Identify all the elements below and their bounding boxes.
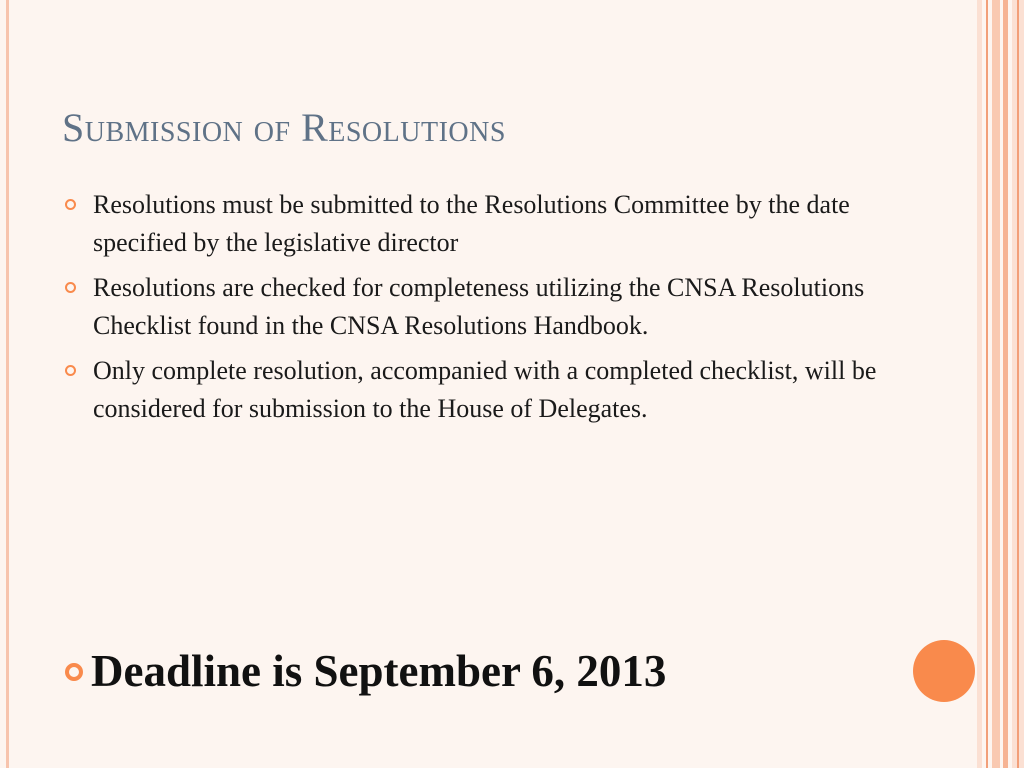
decorative-stripe: [977, 0, 982, 768]
bullet-text: Resolutions are checked for completeness utilizing the CNSA Resolutions Checklist found in the CNSA Resolutions Handbook.: [93, 273, 865, 340]
decorative-stripe: [1003, 0, 1008, 768]
decorative-stripe: [986, 0, 988, 768]
deadline-callout: [62, 644, 666, 698]
circle-bullet-icon: [65, 282, 76, 293]
circle-bullet-icon: [65, 199, 76, 210]
decorative-stripe: [992, 0, 1000, 768]
left-border-line: [6, 0, 9, 768]
decorative-stripe: [1017, 0, 1019, 768]
bullet-item: [62, 186, 912, 261]
bullet-text: Only complete resolution, accompanied with a completed checklist, will be considered for submission to the House of Delegates.: [93, 356, 877, 423]
bullet-list: [62, 186, 912, 435]
circle-bullet-icon: [65, 663, 83, 681]
bullet-item: [62, 352, 912, 427]
bullet-text: Resolutions must be submitted to the Resolutions Committee by the date specified by the legislative director: [93, 190, 850, 257]
bullet-item: [62, 269, 912, 344]
orange-circle-icon: [913, 640, 975, 702]
slide-title: Submission of Resolutions: [62, 105, 506, 150]
deadline-text: Deadline is September 6, 2013: [91, 646, 667, 696]
circle-bullet-icon: [65, 365, 76, 376]
